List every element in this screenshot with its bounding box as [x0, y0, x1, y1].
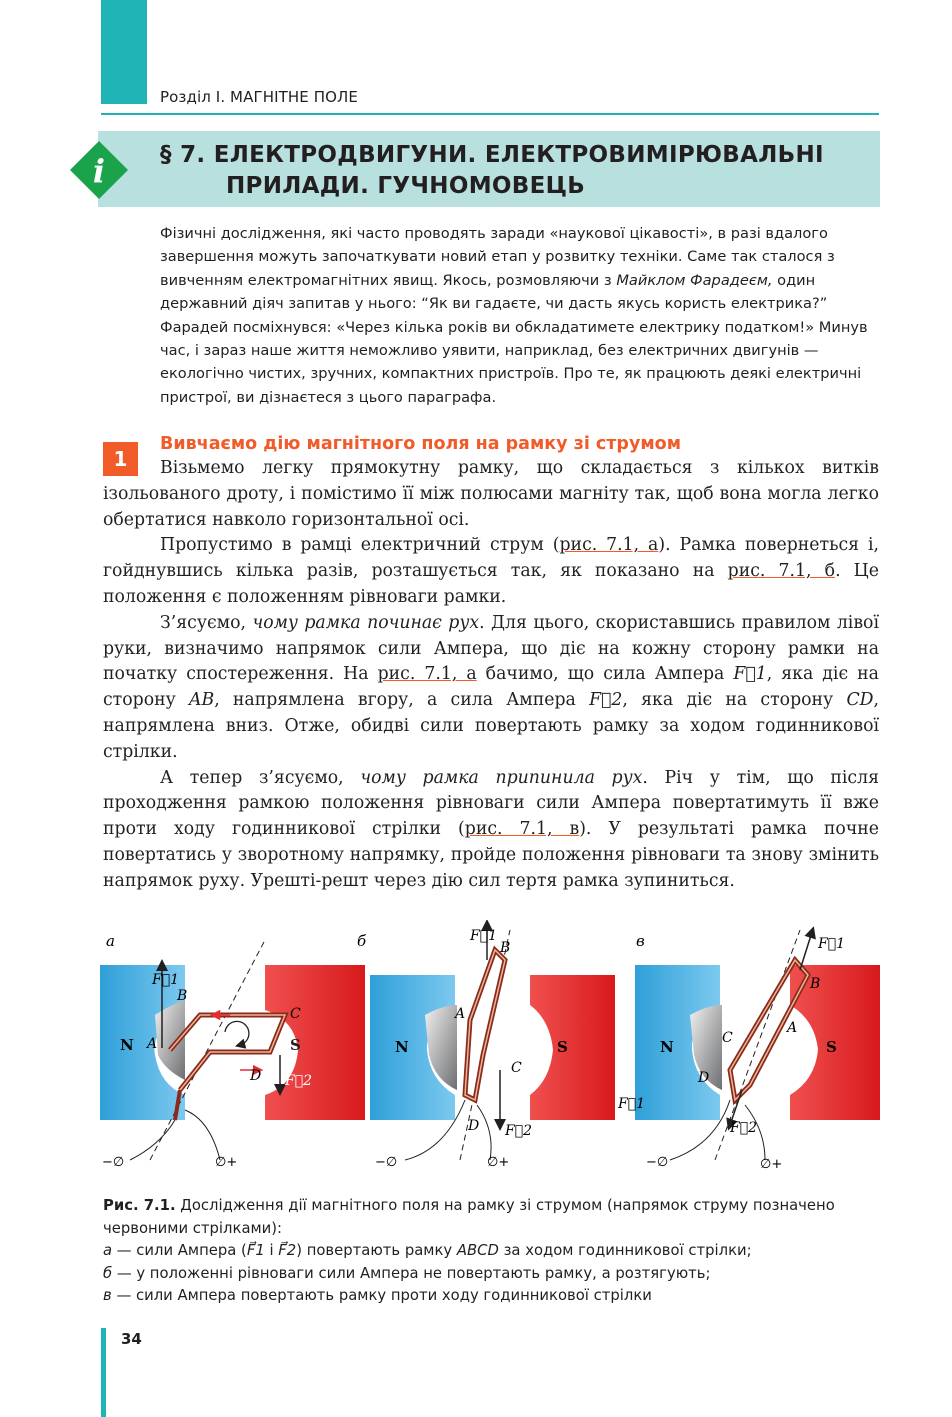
svg-text:∅+: ∅+: [760, 1157, 783, 1172]
svg-text:F⃗2: F⃗2: [505, 1123, 533, 1139]
svg-text:−∅: −∅: [646, 1155, 669, 1170]
svg-text:A: A: [787, 1020, 798, 1036]
figure-caption: Рис. 7.1. Дослідження дії магнітного поля на рамку зі струмом (напрямок струму позначено червоними стрілками): а — сили Ампера (F⃗1 і F⃗2) повертають рамку ABCD за ходом годинникової стрілки; б — у положенні рівноваги сили Ампера не повертають рамку, а розтягують; в — сили Ампера повертають рамку проти ходу годинникової стрілки: [103, 1197, 835, 1305]
svg-text:A: A: [455, 1006, 466, 1022]
magnet-south-b: [530, 975, 615, 1120]
page-title-line2: ПРИЛАДИ. ГУЧНОМОВЕЦЬ: [226, 173, 586, 199]
page-number: 34: [121, 1330, 142, 1348]
svg-text:A: A: [147, 1036, 158, 1052]
svg-text:−∅: −∅: [375, 1155, 398, 1170]
svg-text:B: B: [810, 976, 821, 992]
bottom-accent-bar: [101, 1328, 106, 1417]
running-head: Розділ І. МАГНІТНЕ ПОЛЕ: [160, 88, 358, 106]
svg-text:D: D: [698, 1070, 710, 1086]
intro-paragraph: [160, 222, 880, 409]
magnet-south-a: [265, 965, 365, 1120]
svg-text:F⃗2: F⃗2: [730, 1120, 758, 1136]
page-title: [160, 140, 824, 202]
svg-text:−∅: −∅: [102, 1155, 125, 1170]
section-number-badge: 1: [103, 442, 138, 476]
panel-c: [617, 930, 880, 1172]
south-label-a: S: [290, 1036, 301, 1054]
paragraph-4: А тепер з’ясуємо, чому рамка припинила рух. Річ у тім, що після проходження рамкою положення рівноваги сили Ампера повертатимуть її вже проти ходу годинникової стрілки (рис. 7.1, в). У результаті рамка почне повертатись у зворотному напрямку, пройде положення рівноваги та знову змінить напрямок руху. Урешті-решт через дію сил тертя рамка зупиниться.: [103, 767, 879, 891]
intro-name: Майклом Фарадеєм,: [616, 271, 773, 289]
svg-text:N: N: [395, 1038, 409, 1056]
svg-text:N: N: [660, 1038, 674, 1056]
paragraph-3: З’ясуємо, чому рамка починає рух. Для цього, скориставшись правилом лівої руки, визначимо напрямок сили Ампера, що діє на кожну сторону рамки на початку спостереження. На рис. 7.1, а бачимо, що сила Ампера F⃗1, яка діє на сторону AB, напрямлена вгору, а сила Ампера F⃗2, яка діє на сторону CD, напрямлена вниз. Отже, обидві сили повертають рамку за ходом годинникової стрілки.: [103, 612, 880, 762]
svg-text:F⃗1: F⃗1: [470, 928, 498, 944]
svg-text:D: D: [250, 1068, 262, 1084]
svg-text:B: B: [500, 940, 511, 956]
caption-label: Рис. 7.1.: [103, 1197, 176, 1214]
panel-a-label: а: [106, 932, 115, 950]
figure-ref-a-2[interactable]: рис. 7.1, а: [377, 664, 477, 685]
force-f1: F⃗1: [733, 664, 767, 685]
svg-text:C: C: [722, 1030, 733, 1046]
force-f1-a: F⃗1: [152, 972, 180, 988]
info-icon-letter: i: [92, 152, 106, 190]
svg-text:S: S: [826, 1038, 837, 1056]
svg-text:D: D: [468, 1118, 480, 1134]
svg-text:F⃗1: F⃗1: [618, 1096, 646, 1112]
section-title: Вивчаємо дію магнітного поля на рамку зі струмом: [160, 434, 682, 454]
svg-text:∅+: ∅+: [215, 1155, 238, 1170]
figure-7-1: [100, 920, 880, 1180]
force-f2: F⃗2: [589, 690, 623, 711]
info-icon: [70, 141, 128, 199]
panel-b-label: б: [357, 932, 367, 950]
figure-ref-b[interactable]: рис. 7.1, б: [727, 561, 836, 582]
force-f2-a: F⃗2: [285, 1073, 313, 1089]
svg-text:S: S: [557, 1038, 568, 1056]
north-label-a: N: [120, 1036, 134, 1054]
svg-text:F⃗1: F⃗1: [818, 936, 846, 952]
figure-ref-c[interactable]: рис. 7.1, в: [464, 819, 580, 840]
svg-text:∅+: ∅+: [487, 1155, 510, 1170]
intro-text-1: Фізичні дослідження, які часто проводять заради «наукової цікавості», в разі вдалого завершення можуть започаткувати новий етап у розвитку техніки. Саме так сталося з вивченням електромагнітних явищ. Якось, розмовляючи з: [160, 225, 835, 289]
svg-text:C: C: [511, 1060, 522, 1076]
panel-a: [100, 932, 365, 1170]
header-rule: [101, 113, 879, 115]
paragraph-2: Пропустимо в рамці електричний струм (рис. 7.1, а). Рамка повернеться і, гойднувшись кілька разів, розташується так, як показано на рис. 7.1, б. Це положення є положенням рівноваги рамки.: [103, 535, 879, 607]
top-accent-tab: [101, 0, 147, 104]
panel-c-label: в: [636, 932, 645, 950]
svg-text:B: B: [177, 988, 188, 1004]
paragraph-1: Візьмемо легку прямокутну рамку, що складається з кількох витків ізольованого дроту, і помістимо її між полюсами магніту так, щоб вона могла легко обертатися навколо горизонтальної осі.: [103, 458, 879, 530]
figure-ref-a[interactable]: рис. 7.1, а: [559, 535, 659, 556]
intro-text-2: один державний діяч запитав у нього: “Як ви гадаєте, чи дасть якусь користь електрика?” Фарадей посміхнувся: «Через кілька років ви обкладатимете електрику податком!» Минув час, і зараз наше життя неможливо уявити, наприклад, без електричних двигунів — екологічно чистих, зручних, компактних пристроїв. Про те, як працюють деякі електричні пристрої, ви дізнаєтеся з цього параграфа.: [160, 271, 868, 406]
svg-text:C: C: [290, 1006, 301, 1022]
panel-b: [357, 925, 615, 1170]
page-title-line1: § 7. ЕЛЕКТРОДВИГУНИ. ЕЛЕКТРОВИМІРЮВАЛЬНІ: [160, 142, 824, 168]
body-text: [103, 456, 879, 895]
